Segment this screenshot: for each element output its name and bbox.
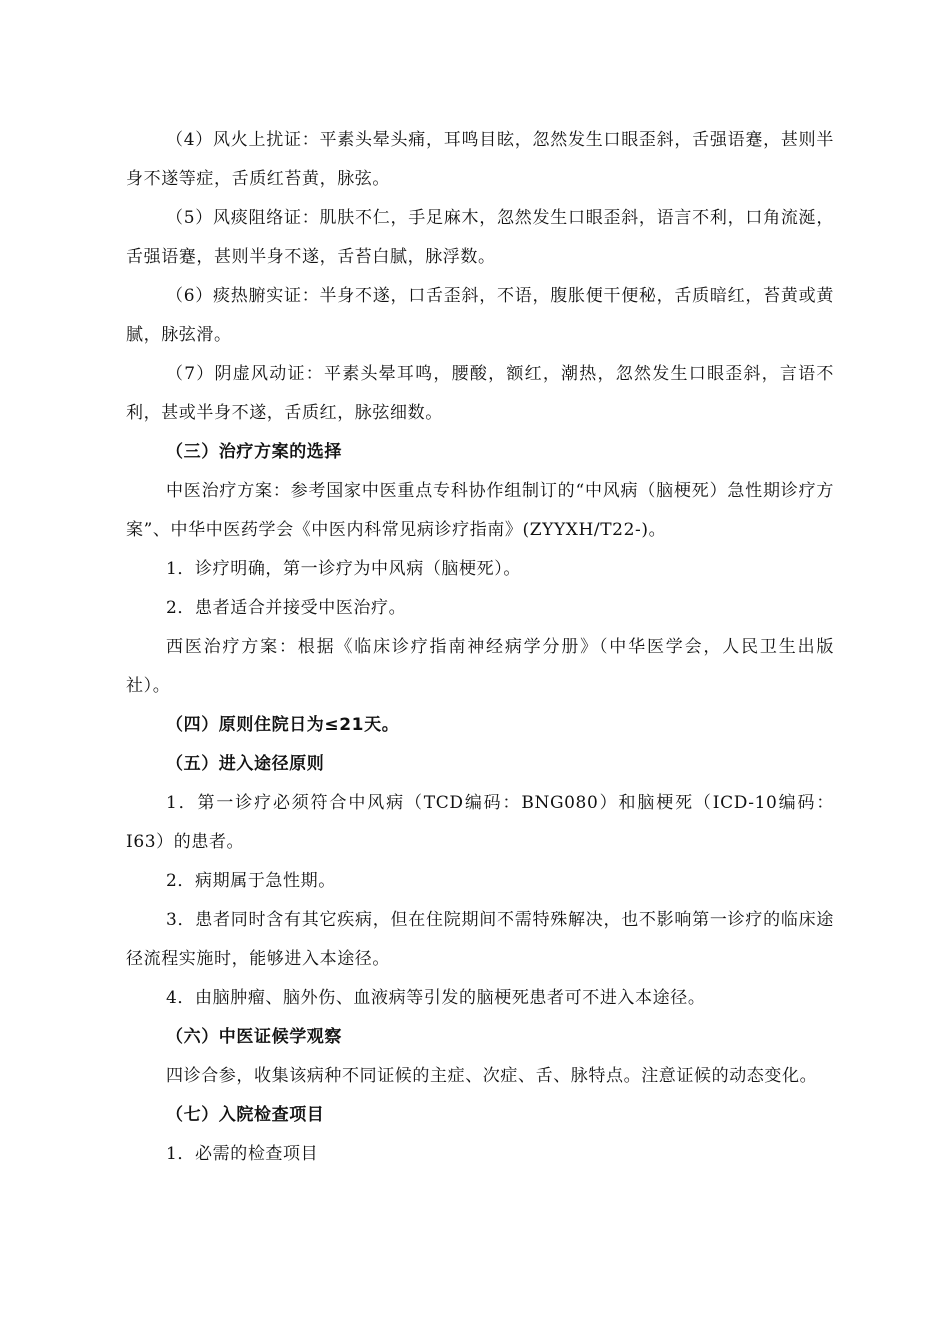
paragraph-entry-3: 3．患者同时含有其它疾病，但在住院期间不需特殊解决，也不影响第一诊疗的临床途径流程实施时，能够进入本途径。 (126, 910, 834, 969)
heading-treatment-plan: （三）治疗方案的选择 (166, 442, 342, 462)
paragraph-wind-phlegm: （5）风痰阻络证：肌肤不仁，手足麻木，忽然发生口眼歪斜，语言不利，口角流涎，舌强语蹇，甚则半身不遂，舌苔白腻，脉浮数。 (126, 208, 834, 267)
paragraph-tcm-plan: 中医治疗方案：参考国家中医重点专科协作组制订的“中风病（脑梗死）急性期诊疗方案”、中华中医药学会《中医内科常见病诊疗指南》(ZYYXH/T22-)。 (126, 481, 834, 540)
paragraph-required-exams: 1．必需的检查项目 (166, 1144, 319, 1164)
heading-syndrome-observation: （六）中医证候学观察 (166, 1027, 342, 1047)
heading-admission-exams: （七）入院检查项目 (166, 1105, 325, 1125)
paragraph-entry-1: 1．第一诊疗必须符合中风病（TCD编码：BNG080）和脑梗死（ICD-10编码：I63）的患者。 (126, 793, 834, 852)
paragraph-wind-fire: （4）风火上扰证：平素头晕头痛，耳鸣目眩，忽然发生口眼歪斜，舌强语蹇，甚则半身不遂等症，舌质红苔黄，脉弦。 (126, 130, 834, 189)
paragraph-four-diagnostics: 四诊合参，收集该病种不同证候的主症、次症、舌、脉特点。注意证候的动态变化。 (166, 1066, 818, 1086)
paragraph-western-plan: 西医治疗方案：根据《临床诊疗指南神经病学分册》（中华医学会，人民卫生出版社）。 (126, 637, 834, 696)
paragraph-entry-4: 4．由脑肿瘤、脑外伤、血液病等引发的脑梗死患者可不进入本途径。 (166, 988, 706, 1008)
paragraph-diagnosis-clear: 1．诊疗明确，第一诊疗为中风病（脑梗死）。 (166, 559, 521, 579)
paragraph-accept-tcm: 2．患者适合并接受中医治疗。 (166, 598, 407, 618)
paragraph-yin-deficiency: （7）阴虚风动证：平素头晕耳鸣，腰酸，额红，潮热，忽然发生口眼歪斜，言语不利，甚或半身不遂，舌质红，脉弦细数。 (126, 364, 834, 423)
document-page (126, 121, 834, 1174)
heading-hospital-days: （四）原则住院日为≤21天。 (166, 715, 400, 735)
heading-entry-principle: （五）进入途径原则 (166, 754, 325, 774)
paragraph-phlegm-heat: （6）痰热腑实证：半身不遂，口舌歪斜，不语，腹胀便干便秘，舌质暗红，苔黄或黄腻，脉弦滑。 (126, 286, 834, 345)
paragraph-entry-2: 2．病期属于急性期。 (166, 871, 336, 891)
